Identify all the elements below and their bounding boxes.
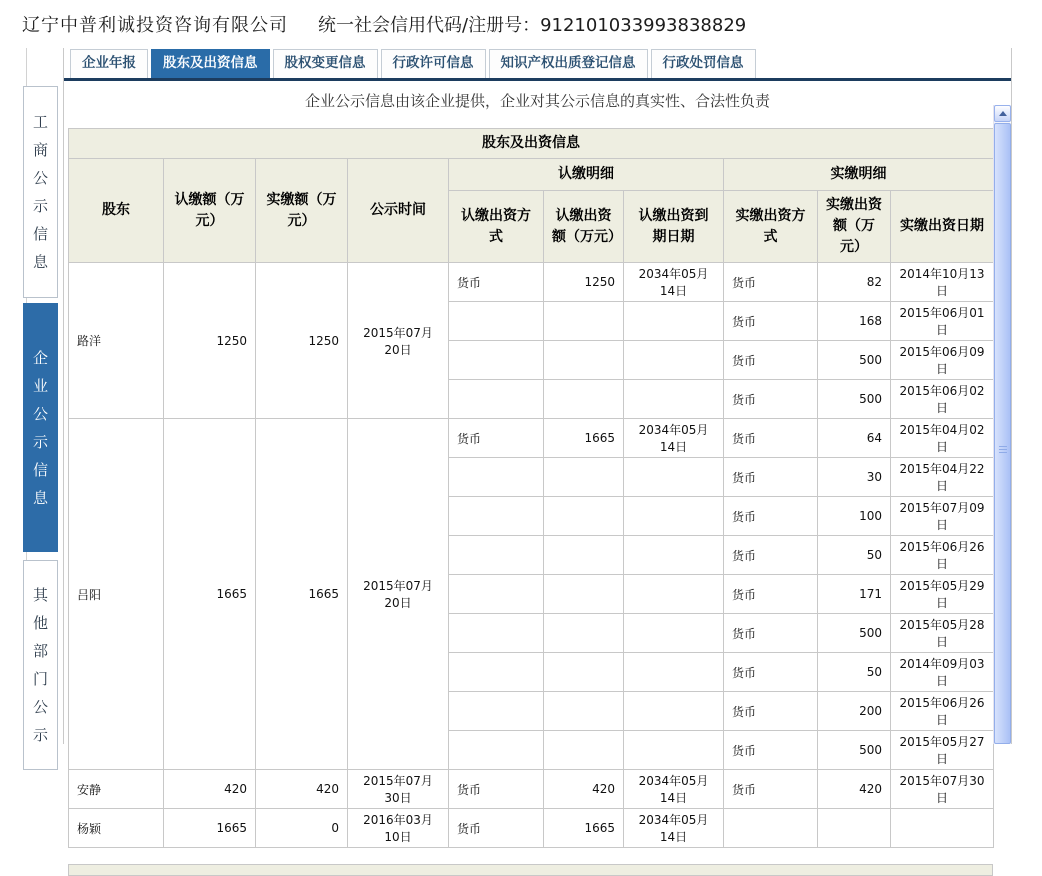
cell-paid-date: 2015年04月02日 (891, 419, 994, 458)
cell-subscribed-amount: 1250 (164, 263, 256, 419)
cell-paid-amount: 1665 (256, 419, 348, 770)
cell-paid-amount: 420 (256, 770, 348, 809)
main-panel (63, 48, 1012, 844)
cell-paid-detail-amount: 64 (818, 419, 891, 458)
tab-1[interactable]: 企业年报 (70, 49, 148, 78)
cell-paid-date: 2015年04月22日 (891, 458, 994, 497)
table-row (69, 263, 994, 302)
tab-bar (64, 48, 1011, 78)
cell-sub-due-date (624, 731, 724, 770)
col-group-paid-detail: 实缴明细 (724, 159, 994, 191)
cell-sub-due-date (624, 653, 724, 692)
shareholder-table-body (69, 263, 994, 848)
cell-paid-method: 货币 (724, 302, 818, 341)
cell-paid-detail-amount (818, 809, 891, 848)
sidebar-item-1[interactable] (23, 86, 58, 298)
cell-paid-detail-amount: 500 (818, 731, 891, 770)
cell-sub-amount: 420 (544, 770, 624, 809)
cell-sub-method (449, 575, 544, 614)
cell-publish-date: 2015年07月20日 (348, 263, 449, 419)
tab-2[interactable]: 股东及出资信息 (151, 49, 270, 78)
cell-paid-method: 货币 (724, 419, 818, 458)
cell-sub-method (449, 302, 544, 341)
cell-paid-date: 2015年05月27日 (891, 731, 994, 770)
top-header (0, 0, 1042, 46)
scroll-up-arrow-icon (999, 111, 1007, 116)
cell-sub-due-date (624, 380, 724, 419)
cell-sub-method: 货币 (449, 263, 544, 302)
cell-paid-detail-amount: 500 (818, 614, 891, 653)
cell-paid-date: 2015年07月30日 (891, 770, 994, 809)
cell-sub-method (449, 536, 544, 575)
cell-sub-method (449, 380, 544, 419)
cell-sub-method (449, 497, 544, 536)
cell-paid-detail-amount: 500 (818, 380, 891, 419)
cell-sub-method (449, 731, 544, 770)
credit-code-label: 统一社会信用代码/注册号： (318, 15, 541, 36)
cell-paid-method: 货币 (724, 380, 818, 419)
table-row (69, 809, 994, 848)
cell-paid-date: 2015年05月29日 (891, 575, 994, 614)
col-sub-due: 认缴出资到期日期 (624, 191, 724, 263)
disclaimer-notice: 企业公示信息由该企业提供，企业对其公示信息的真实性、合法性负责 (304, 92, 770, 110)
cell-sub-due-date: 2034年05月14日 (624, 770, 724, 809)
cell-paid-date: 2014年09月03日 (891, 653, 994, 692)
sidebar-item-2[interactable] (23, 303, 58, 552)
tab-5[interactable]: 知识产权出质登记信息 (489, 49, 648, 78)
cell-sub-amount (544, 575, 624, 614)
sidebar-item-3[interactable] (23, 560, 58, 770)
cell-paid-detail-amount: 50 (818, 653, 891, 692)
cell-sub-amount: 1665 (544, 419, 624, 458)
cell-sub-due-date (624, 341, 724, 380)
cell-sub-due-date (624, 302, 724, 341)
cell-sub-due-date: 2034年05月14日 (624, 809, 724, 848)
col-group-subscribed-detail: 认缴明细 (449, 159, 724, 191)
cell-sub-due-date (624, 497, 724, 536)
credit-code (318, 11, 746, 37)
cell-sub-due-date: 2034年05月14日 (624, 419, 724, 458)
col-publish-date: 公示时间 (348, 159, 449, 263)
cell-paid-date: 2015年06月01日 (891, 302, 994, 341)
cell-sub-method (449, 341, 544, 380)
cell-sub-amount: 1250 (544, 263, 624, 302)
cell-sub-method (449, 692, 544, 731)
cell-sub-amount (544, 302, 624, 341)
cell-paid-date: 2015年06月02日 (891, 380, 994, 419)
cell-paid-amount: 0 (256, 809, 348, 848)
cell-paid-detail-amount: 171 (818, 575, 891, 614)
cell-subscribed-amount: 1665 (164, 419, 256, 770)
cell-paid-amount: 1250 (256, 263, 348, 419)
cell-shareholder-name: 杨颖 (69, 809, 164, 848)
cell-publish-date: 2015年07月30日 (348, 770, 449, 809)
scrollbar-thumb[interactable] (994, 123, 1011, 744)
cell-sub-amount (544, 497, 624, 536)
cell-paid-method: 货币 (724, 731, 818, 770)
cell-publish-date: 2016年03月10日 (348, 809, 449, 848)
sidebar-item-label: 工商公示信息 (32, 113, 48, 271)
cell-sub-method: 货币 (449, 419, 544, 458)
cell-paid-detail-amount: 100 (818, 497, 891, 536)
col-paid-amount: 实缴出资额（万元） (818, 191, 891, 263)
cell-paid-method: 货币 (724, 692, 818, 731)
cell-sub-amount (544, 731, 624, 770)
col-paid-date: 实缴出资日期 (891, 191, 994, 263)
col-paid-method: 实缴出资方式 (724, 191, 818, 263)
vertical-scrollbar[interactable] (993, 105, 1010, 744)
next-section-header-partial (68, 864, 993, 876)
cell-publish-date: 2015年07月20日 (348, 419, 449, 770)
cell-paid-date: 2015年05月28日 (891, 614, 994, 653)
cell-paid-detail-amount: 500 (818, 341, 891, 380)
table-row (69, 770, 994, 809)
cell-paid-date: 2014年10月13日 (891, 263, 994, 302)
cell-subscribed-amount: 420 (164, 770, 256, 809)
cell-paid-method: 货币 (724, 614, 818, 653)
col-subscribed: 认缴额（万元） (164, 159, 256, 263)
cell-paid-detail-amount: 30 (818, 458, 891, 497)
col-paid: 实缴额（万元） (256, 159, 348, 263)
cell-paid-detail-amount: 420 (818, 770, 891, 809)
cell-paid-method: 货币 (724, 770, 818, 809)
tab-3[interactable]: 股权变更信息 (273, 49, 378, 78)
cell-sub-amount: 1665 (544, 809, 624, 848)
cell-paid-method: 货币 (724, 497, 818, 536)
cell-paid-detail-amount: 200 (818, 692, 891, 731)
cell-paid-date: 2015年06月26日 (891, 692, 994, 731)
cell-sub-method (449, 653, 544, 692)
cell-paid-date: 2015年07月09日 (891, 497, 994, 536)
tab-6[interactable]: 行政处罚信息 (651, 49, 756, 78)
cell-sub-amount (544, 536, 624, 575)
cell-paid-date: 2015年06月09日 (891, 341, 994, 380)
cell-paid-detail-amount: 168 (818, 302, 891, 341)
col-sub-amount: 认缴出资额（万元） (544, 191, 624, 263)
cell-sub-amount (544, 653, 624, 692)
cell-shareholder-name: 安静 (69, 770, 164, 809)
scroll-up-button[interactable] (994, 105, 1011, 122)
cell-sub-method (449, 614, 544, 653)
table-row (69, 419, 994, 458)
cell-subscribed-amount: 1665 (164, 809, 256, 848)
cell-sub-amount (544, 380, 624, 419)
shareholder-table (68, 128, 994, 848)
cell-paid-method: 货币 (724, 341, 818, 380)
cell-sub-due-date (624, 692, 724, 731)
cell-sub-amount (544, 692, 624, 731)
cell-sub-method (449, 458, 544, 497)
cell-sub-amount (544, 614, 624, 653)
sidebar-item-label: 其他部门公示 (32, 586, 48, 744)
cell-sub-due-date: 2034年05月14日 (624, 263, 724, 302)
cell-paid-method: 货币 (724, 575, 818, 614)
cell-paid-detail-amount: 50 (818, 536, 891, 575)
cell-paid-method: 货币 (724, 263, 818, 302)
col-sub-method: 认缴出资方式 (449, 191, 544, 263)
cell-sub-method: 货币 (449, 770, 544, 809)
cell-paid-detail-amount: 82 (818, 263, 891, 302)
table-title: 股东及出资信息 (69, 129, 994, 159)
cell-sub-amount (544, 341, 624, 380)
col-shareholder: 股东 (69, 159, 164, 263)
cell-paid-method: 货币 (724, 653, 818, 692)
cell-sub-due-date (624, 614, 724, 653)
sidebar-item-label: 企业公示信息 (32, 348, 48, 507)
scrollbar-grip-icon (999, 446, 1007, 454)
cell-sub-due-date (624, 536, 724, 575)
cell-paid-date: 2015年06月26日 (891, 536, 994, 575)
cell-sub-amount (544, 458, 624, 497)
cell-shareholder-name: 吕阳 (69, 419, 164, 770)
cell-sub-due-date (624, 458, 724, 497)
company-name: 辽宁中普利诚投资咨询有限公司 (22, 15, 288, 36)
cell-paid-method (724, 809, 818, 848)
cell-sub-method: 货币 (449, 809, 544, 848)
cell-paid-date (891, 809, 994, 848)
cell-shareholder-name: 路洋 (69, 263, 164, 419)
credit-code-value: 912101033993838829 (540, 15, 747, 36)
cell-paid-method: 货币 (724, 458, 818, 497)
cell-paid-method: 货币 (724, 536, 818, 575)
tab-4[interactable]: 行政许可信息 (381, 49, 486, 78)
cell-sub-due-date (624, 575, 724, 614)
